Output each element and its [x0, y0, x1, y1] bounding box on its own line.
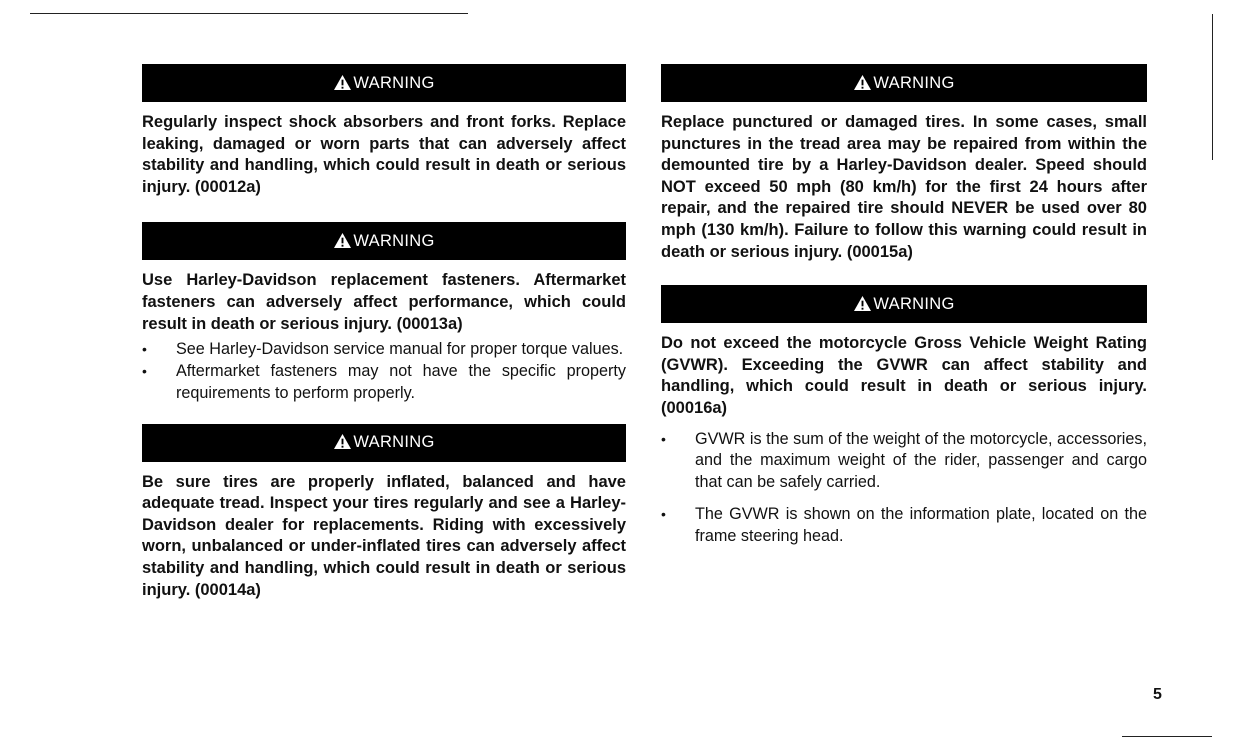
warning-block-00014a: [142, 424, 626, 602]
warning-block-00015a: [661, 64, 1147, 263]
list-item-text: GVWR is the sum of the weight of the motorcycle, accessories, and the maximum weight of the rider, passenger and cargo that can be safely carried.: [695, 429, 1147, 492]
warning-triangle-icon: [333, 74, 352, 91]
bullet-list: [661, 429, 1147, 548]
warning-header: [142, 64, 626, 102]
left-column: [142, 64, 626, 601]
list-item: [661, 504, 1147, 548]
warning-triangle-icon: [333, 232, 352, 249]
warning-text: Do not exceed the motorcycle Gross Vehicle Weight Rating (GVWR). Exceeding the GVWR can affect stability and handling, which could result in death or serious injury. (00016a): [661, 334, 1147, 417]
warning-label: WARNING: [353, 73, 435, 92]
list-item-text: The GVWR is shown on the information plate, located on the frame steering head.: [695, 504, 1147, 545]
list-item-text: Aftermarket fasteners may not have the specific property requirements to perform properly.: [176, 361, 626, 402]
warning-header: [661, 285, 1147, 323]
warning-label: WARNING: [873, 73, 955, 92]
bullet-icon: •: [142, 362, 147, 379]
bullet-list: [142, 339, 626, 404]
warning-triangle-icon: [333, 433, 352, 450]
bullet-icon: •: [142, 341, 147, 358]
list-item-text: See Harley-Davidson service manual for proper torque values.: [176, 340, 624, 359]
list-item: [142, 361, 626, 405]
warning-text: Be sure tires are properly inflated, balanced and have adequate tread. Inspect your tires regularly and see a Harley-Davidson dealer for replacements. Riding with excessively worn, unbalanced or under-inflated tires can adversely affect stability and handling, which could result in death or serious injury. (00014a): [142, 472, 626, 599]
page-number: 5: [1153, 686, 1162, 703]
right-margin-rule: [1212, 14, 1213, 160]
bullet-icon: •: [661, 430, 666, 447]
warning-header: [142, 222, 626, 260]
list-item: [142, 339, 626, 361]
warning-text: Replace punctured or damaged tires. In some cases, small punctures in the tread area may be repaired from within the demounted tire by a Harley-Davidson dealer. Speed should NOT exceed 50 mph (80 km/h) for the first 24 hours after repair, and the repaired tire should NEVER be used over 80 mph (130 km/h). Failure to follow this warning could result in death or serious injury. (00015a): [661, 113, 1147, 261]
warning-block-00012a: [142, 64, 626, 198]
warning-block-00016a: [661, 285, 1147, 547]
right-column: [661, 64, 1147, 548]
bottom-rule: [1122, 736, 1212, 737]
list-item: [661, 429, 1147, 494]
bullet-icon: •: [661, 505, 666, 522]
top-rule: [30, 13, 468, 14]
warning-label: WARNING: [353, 433, 435, 452]
warning-block-00013a: [142, 222, 626, 404]
warning-header: [142, 424, 626, 462]
warning-triangle-icon: [853, 74, 872, 91]
warning-label: WARNING: [353, 231, 435, 250]
warning-label: WARNING: [873, 294, 955, 313]
warning-text: Regularly inspect shock absorbers and front forks. Replace leaking, damaged or worn parts that can adversely affect stability and handling, which could result in death or serious injury. (00012a): [142, 113, 626, 196]
warning-header: [661, 64, 1147, 102]
warning-text: Use Harley-Davidson replacement fasteners. Aftermarket fasteners can adversely affect performance, which could result in death or serious injury. (00013a): [142, 271, 626, 333]
warning-triangle-icon: [853, 295, 872, 312]
